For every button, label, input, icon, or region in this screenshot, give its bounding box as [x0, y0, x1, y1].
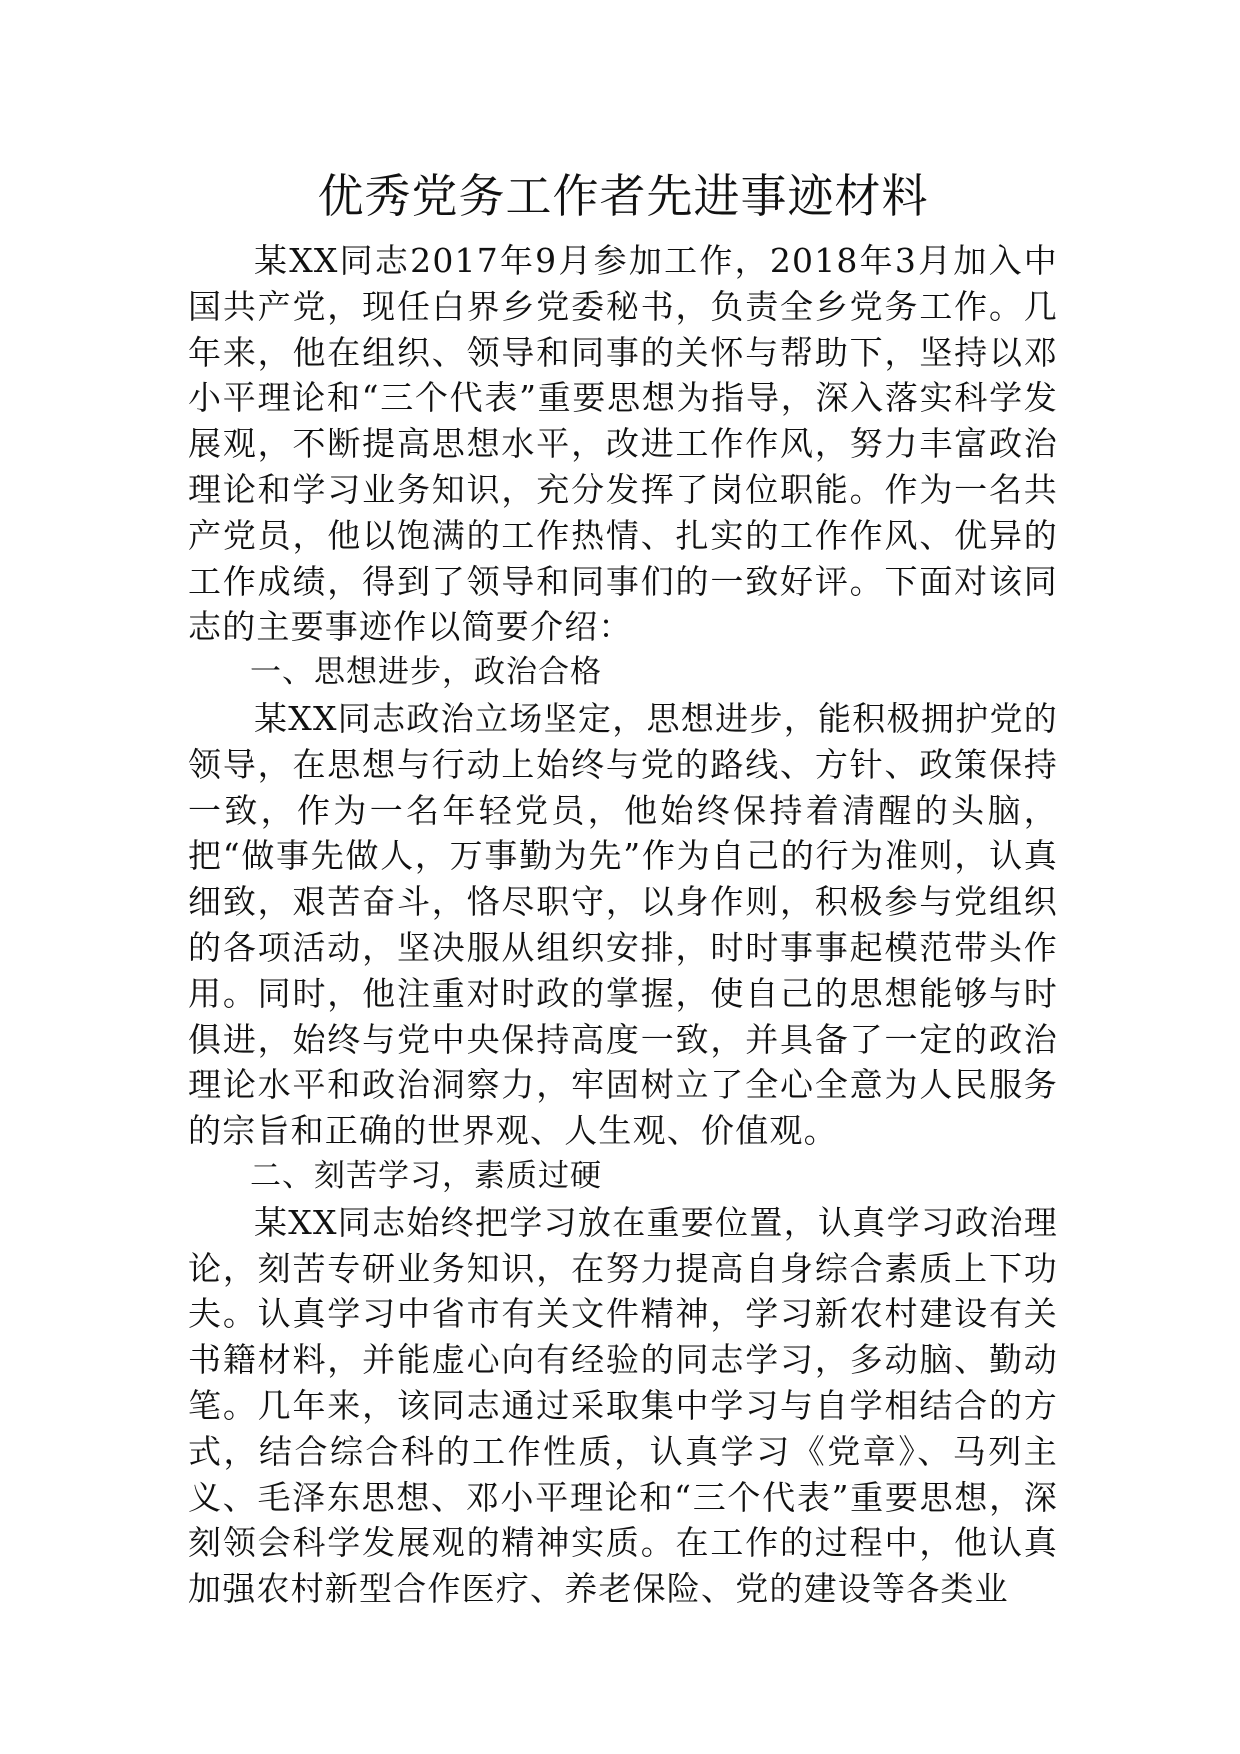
section-body-1: 某XX同志政治立场坚定，思想进步，能积极拥护党的领导，在思想与行动上始终与党的路线、方针、政策保持一致，作为一名年轻党员，他始终保持着清醒的头脑，把“做事先做人，万事勤为先”作为自己的行为准则，认真细致，艰苦奋斗，恪尽职守，以身作则，积极参与党组织的各项活动，坚决服从组织安排，时时事事起模范带头作用。同时，他注重对时政的掌握，使自己的思想能够与时俱进，始终与党中央保持高度一致，并具备了一定的政治理论水平和政治洞察力，牢固树立了全心全意为人民服务的宗旨和正确的世界观、人生观、价值观。 [188, 698, 1058, 1151]
section-body-2: 某XX同志始终把学习放在重要位置，认真学习政治理论，刻苦专研业务知识，在努力提高自身综合素质上下功夫。认真学习中省市有关文件精神，学习新农村建设有关书籍材料，并能虚心向有经验的同志学习，多动脑、勤动笔。几年来，该同志通过采取集中学习与自学相结合的方式，结合综合科的工作性质，认真学习《党章》、马列主义、毛泽东思想、邓小平理论和“三个代表”重要思想，深刻领会科学发展观的精神实质。在工作的过程中，他认真加强农村新型合作医疗、养老保险、党的建设等各类业 [188, 1202, 1058, 1609]
section-heading-2: 二、刻苦学习，素质过硬 [250, 1157, 602, 1194]
document-title: 优秀党务工作者先进事迹材料 [317, 169, 929, 223]
document-page [188, 160, 1058, 1612]
intro-paragraph: 某XX同志2017年9月参加工作，2018年3月加入中国共产党，现任白界乡党委秘书，负责全乡党务工作。几年来，他在组织、领导和同事的关怀与帮助下，坚持以邓小平理论和“三个代表”重要思想为指导，深入落实科学发展观，不断提高思想水平，改进工作作风，努力丰富政治理论和学习业务知识，充分发挥了岗位职能。作为一名共产党员，他以饱满的工作热情、扎实的工作作风、优异的工作成绩，得到了领导和同事们的一致好评。下面对该同志的主要事迹作以简要介绍： [188, 241, 1058, 647]
section-heading-1: 一、思想进步，政治合格 [250, 654, 602, 691]
